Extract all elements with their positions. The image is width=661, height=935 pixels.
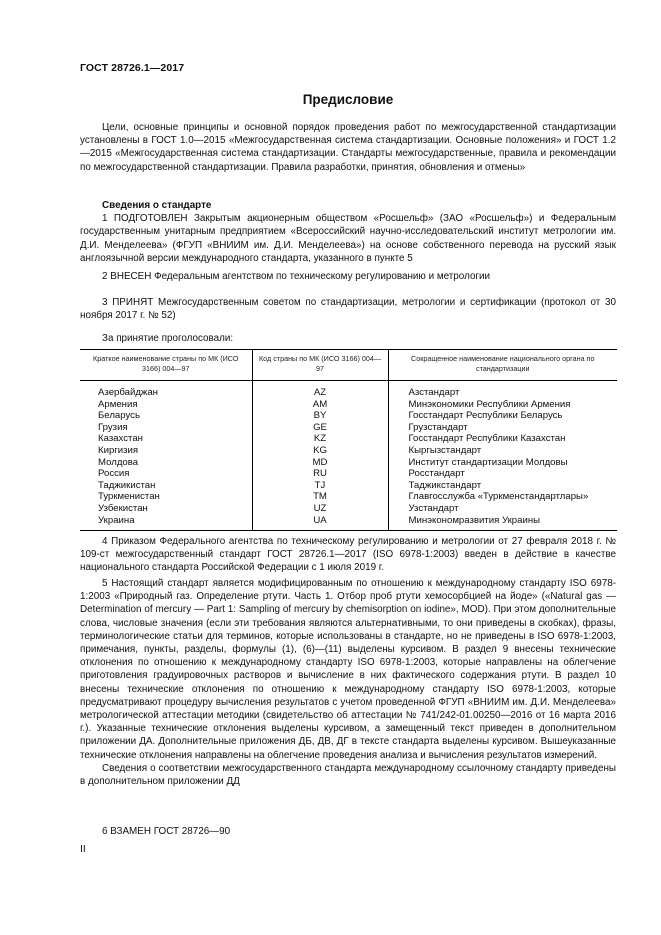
item-6: 6 ВЗАМЕН ГОСТ 28726—90 (102, 826, 231, 837)
country-code-cell: UA (252, 515, 388, 531)
intro-section (80, 121, 616, 174)
country-name-cell: Узбекистан (98, 502, 148, 514)
table-row (80, 480, 617, 492)
standards-body-cell: Минэкономики Республики Армения (388, 399, 617, 411)
table-row (80, 457, 617, 469)
page-number: II (80, 843, 86, 855)
table-row (80, 410, 617, 422)
country-code-cell: GE (252, 422, 388, 434)
country-code-cell: KG (252, 445, 388, 457)
standards-body-cell: Грузстандарт (388, 422, 617, 434)
standards-body-cell: Госстандарт Республики Казахстан (388, 433, 617, 445)
table-row (80, 503, 617, 515)
info-item-3: 3 ПРИНЯТ Межгосударственным советом по стандартизации, метрологии и сертификации (протокол от 30 ноября 2017 г. № 52) (80, 297, 616, 322)
country-name-cell: Россия (98, 468, 130, 480)
country-code-cell: BY (252, 410, 388, 422)
item-5: 5 Настоящий стандарт является модифицированным по отношению к международному стандарту ISO 6978-1:2003 «Природный газ. Определение ртути. Часть 1. Отбор проб ртути хемосорбцией на йоде» («Natural gas — Determination of mercury — Part 1: Sampling of mercury by chemisorption on iodine», MOD). При этом дополнительные слова, числовые значения (если эти требования являются альтернативными, то они приведены в скобках), фразы, терминологические статьи для терминов, которые использованы в стандарте, но не приведены в ISO 6978-1:2003, примечания, пункты, разделы, формулы (1), (6)—(11) выделены курсивом. В раздел 9 внесены технические отклонения по отношению к международному стандарту ISO 6978-1:2003, которые направлены на облегчение приготовления градуировочных растворов и вычисление в них фактического содержания ртути. В раздел 10 внесены технические отклонения по отношению к международному стандарту ISO 6978-1:2003, которые предусматривают процедуру вычисления результатов с учетом проведенной ФГУП «ВНИИМ им. Д.И. Менделеева» метрологической аттестации методики (свидетельство об аттестации № 741/242-01.00250—2016 от 16 марта 2016 г.). Указанные технические отклонения выделены курсивом, а замещенный текст приведен в дополнительном приложении ДА. Дополнительные приложения ДБ, ДВ, ДГ в тексте стандарта выделены курсивом. Вышеуказанные технические отклонения направлены на облегчение проведения анализа и вычисления результатов измерений. (80, 578, 616, 761)
table-header-row (80, 350, 617, 381)
intro-paragraph: Цели, основные принципы и основной порядок проведения работ по межгосударственной стандартизации установлены в ГОСТ 1.0—2015 «Межгосударственная система стандартизации. Основные положения» и ГОСТ 1.2—2015 «Межгосударственная система стандартизации. Стандарты межгосударственные, правила и рекомендации по межгосударственной стандартизации. Правила разработки, принятия, обновления и отмены» (80, 122, 616, 173)
country-code-cell: UZ (252, 503, 388, 515)
info-item-3-block (80, 296, 616, 322)
country-name-cell: Киргизия (98, 444, 139, 456)
country-name-cell: Азербайджан (98, 387, 158, 398)
info-heading: Сведения о стандарте (102, 200, 212, 211)
info-item-2: 2 ВНЕСЕН Федеральным агентством по техническому регулированию и метрологии (102, 271, 491, 282)
voted-label-block (80, 332, 616, 345)
country-name-cell: Туркменистан (98, 491, 160, 503)
country-code-cell: TJ (252, 480, 388, 492)
country-name-cell: Грузия (98, 421, 128, 433)
voted-label: За принятие проголосовали: (102, 333, 234, 344)
country-code-cell: KZ (252, 433, 388, 445)
item-5-note: Сведения о соответствии межгосударственного стандарта международному ссылочному стандарту приведены в дополнительном приложении ДД (80, 762, 616, 788)
table-row (80, 445, 617, 457)
country-code-cell: TM (252, 491, 388, 503)
item-4-block (80, 535, 616, 575)
country-code-cell: AM (252, 399, 388, 411)
table-row (80, 422, 617, 434)
table-row (80, 515, 617, 531)
standards-body-cell: Минэкономразвития Украины (388, 515, 617, 531)
item-5-block (80, 577, 616, 788)
country-code-cell: RU (252, 468, 388, 480)
table-row (80, 491, 617, 503)
country-code-cell: MD (252, 457, 388, 469)
standards-body-cell: Кыргызстандарт (388, 445, 617, 457)
country-name-cell: Беларусь (98, 410, 140, 422)
country-name-cell: Армения (98, 398, 138, 410)
item-6-block (80, 825, 616, 838)
countries-table (80, 349, 617, 531)
country-code-cell: AZ (252, 381, 388, 399)
country-name-cell: Таджикистан (98, 479, 156, 491)
table-row (80, 468, 617, 480)
countries-table-wrap (80, 349, 617, 531)
standards-body-cell: Росстандарт (388, 468, 617, 480)
table-row (80, 381, 617, 399)
info-item-1: 1 ПОДГОТОВЛЕН Закрытым акционерным обществом «Росшельф» (ЗАО «Росшельф») и Федеральным государственным унитарным предприятием «Всероссийский научно-исследовательский институт метрологии им. Д.И. Менделеева» (ФГУП «ВНИИМ им. Д.И. Менделеева») на основе собственного перевода на русский язык англоязычной версии международного стандарта, указанного в пункте 5 (80, 213, 616, 264)
standards-body-cell: Госстандарт Республики Беларусь (388, 410, 617, 422)
country-name-cell: Казахстан (98, 433, 143, 445)
country-name-cell: Украина (80, 515, 252, 531)
country-name-cell: Молдова (98, 456, 139, 468)
table-row (80, 399, 617, 411)
standards-body-cell: Главгосслужба «Туркменстандартлары» (388, 491, 617, 503)
standards-body-cell: Узстандарт (388, 503, 617, 515)
standards-body-cell: Таджикстандарт (388, 480, 617, 492)
standards-body-cell: Азстандарт (388, 381, 617, 399)
table-row (80, 433, 617, 445)
info-item-2-block (80, 270, 616, 283)
item-4: 4 Приказом Федерального агентства по техническому регулированию и метрологии от 27 февраля 2018 г. № 109-ст межгосударственный стандарт ГОСТ 28726.1—2017 (ISO 6978-1:2003) введен в действие в качестве национального стандарта Российской Федерации с 1 июля 2019 г. (80, 536, 616, 574)
header-standards-body: Сокращенное наименование национального органа по стандартизации (388, 350, 617, 381)
standards-body-cell: Институт стандартизации Молдовы (388, 457, 617, 469)
header-country-name: Краткое наименование страны по МК (ИСО 3166) 004—97 (80, 350, 252, 381)
standard-code-header: ГОСТ 28726.1—2017 (80, 62, 185, 74)
page-title: Предисловие (302, 92, 394, 107)
standard-info-section (80, 199, 616, 265)
header-country-code: Код страны по МК (ИСО 3166) 004—97 (252, 350, 388, 381)
table-body (80, 381, 617, 531)
